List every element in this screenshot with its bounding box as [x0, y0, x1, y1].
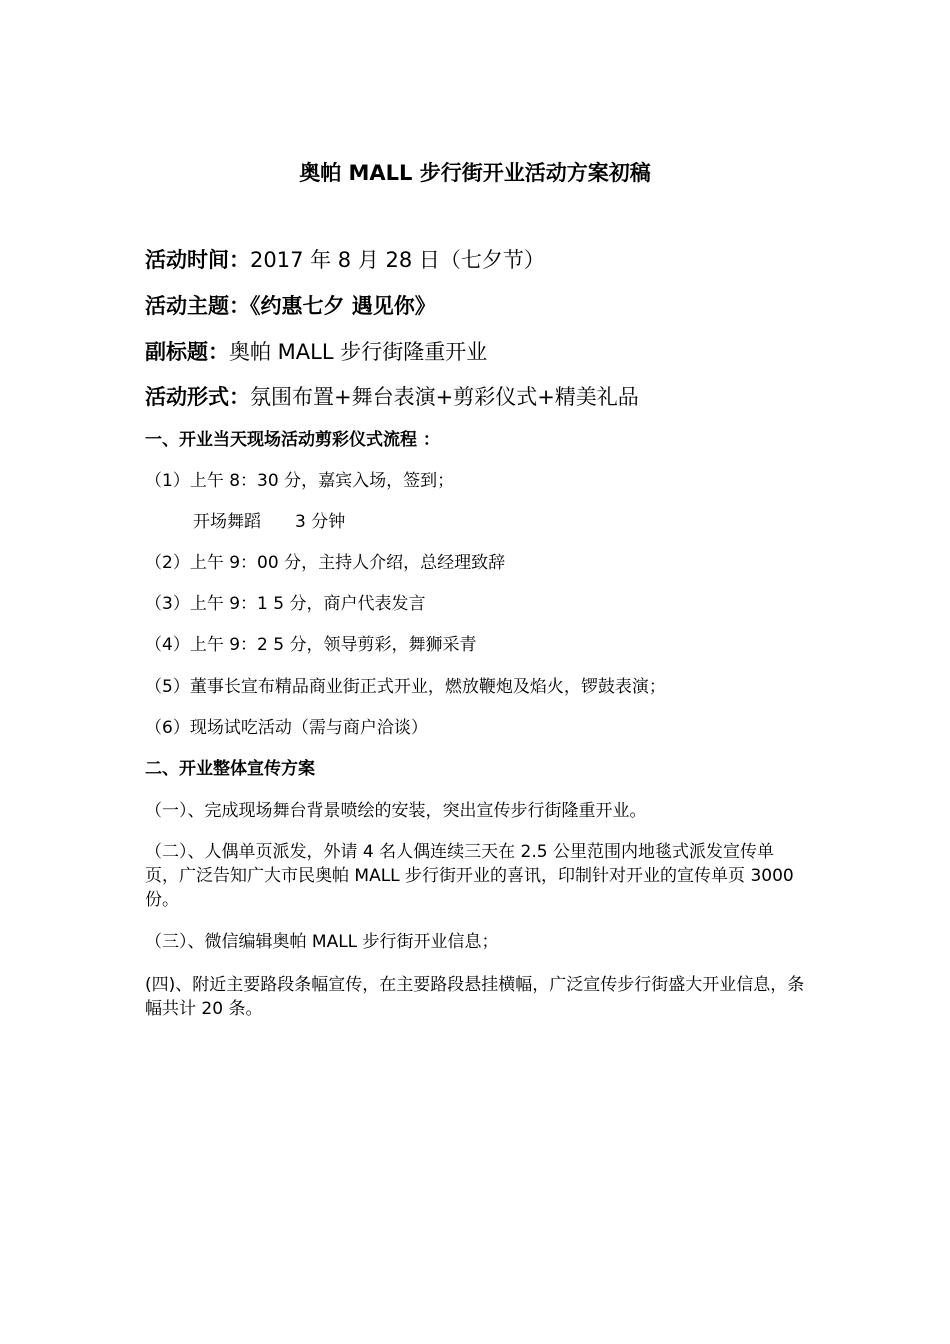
process-item: （3）上午 9：1 5 分，商户代表发言 [145, 594, 426, 614]
section2-heading: 二、开业整体宣传方案 [145, 759, 315, 779]
process-item: （4）上午 9：2 5 分，领导剪彩，舞狮采青 [145, 635, 477, 655]
process-item: （2）上午 9：00 分，主持人介绍，总经理致辞 [145, 553, 506, 573]
activity-time-value: 2017 年 8 月 28 日（七夕节） [250, 248, 545, 272]
activity-time-label: 活动时间： [145, 248, 250, 272]
process-item: （1）上午 8：30 分，嘉宾入场，签到； [145, 471, 455, 491]
promotion-paragraph: （二）、人偶单页派发，外请 4 名人偶连续三天在 2.5 公里范围内地毯式派发宣传单页，广泛告知广大市民奥帕 MALL 步行街开业的喜讯，印制针对开业的宣传单页 3000 份。 [145, 842, 794, 910]
subtitle-value: 奥帕 MALL 步行街隆重开业 [229, 340, 488, 364]
promotion-paragraph: (四)、附近主要路段条幅宣传，在主要路段悬挂横幅，广泛宣传步行街盛大开业信息，条幅共计 20 条。 [145, 975, 805, 1019]
subtitle-label: 副标题： [145, 340, 229, 364]
activity-theme-line [145, 291, 436, 321]
subtitle-line [145, 337, 487, 367]
process-item: （5）董事长宣布精品商业街正式开业，燃放鞭炮及焰火，锣鼓表演； [145, 677, 666, 697]
section1-heading: 一、开业当天现场活动剪彩仪式流程 ： [145, 430, 440, 450]
document-title: 奥帕 MALL 步行街开业活动方案初稿 [299, 161, 651, 185]
opening-dance-text: 开场舞蹈 [193, 512, 261, 532]
activity-theme-label: 活动主题： [145, 294, 250, 318]
promotion-paragraph: （一）、完成现场舞台背景喷绘的安装，突出宣传步行街隆重开业。 [145, 801, 647, 821]
activity-format-line [145, 382, 639, 412]
activity-time-line [145, 245, 545, 275]
activity-format-value: 氛围布置+舞台表演+剪彩仪式+精美礼品 [250, 385, 639, 409]
activity-theme-value: 《约惠七夕 遇见你》 [250, 294, 436, 318]
promotion-paragraph: （三）、微信编辑奥帕 MALL 步行街开业信息； [145, 932, 499, 952]
process-item-sub [193, 510, 345, 534]
opening-dance-duration: 3 分钟 [295, 512, 346, 532]
activity-format-label: 活动形式： [145, 385, 250, 409]
process-item: （6）现场试吃活动（需与商户洽谈） [145, 718, 428, 738]
